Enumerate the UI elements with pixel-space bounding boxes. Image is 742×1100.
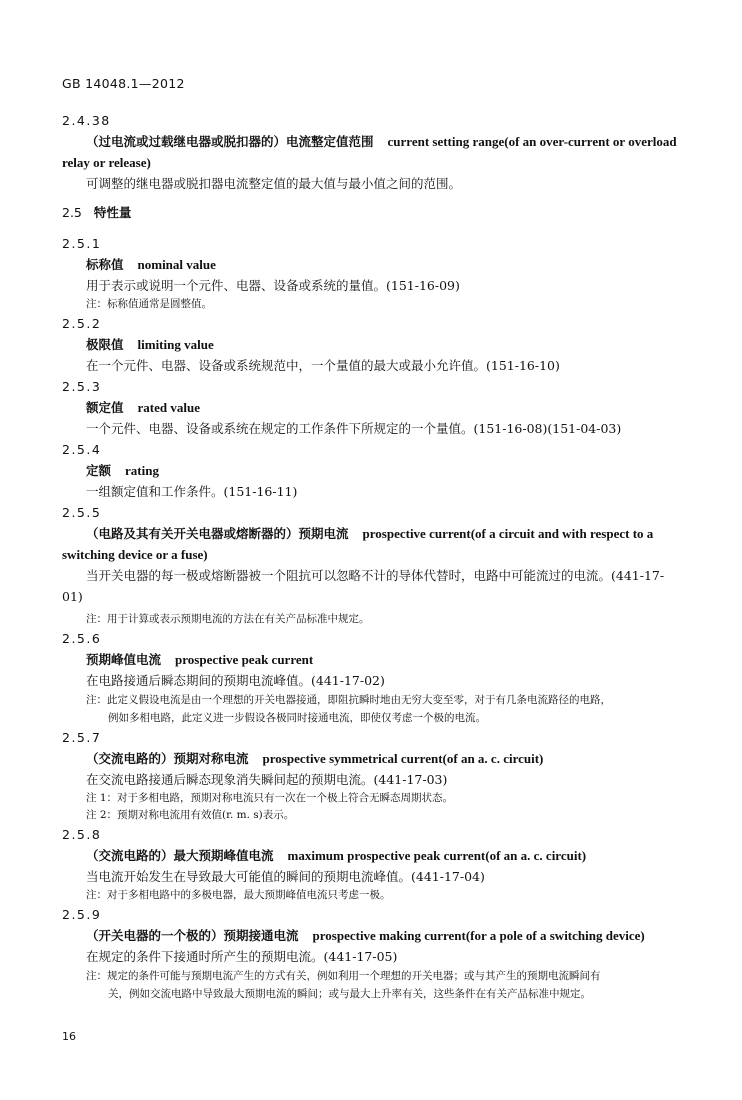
clause-2-5-2: [62, 313, 678, 376]
term-en: prospective peak current: [175, 652, 314, 667]
clause-number: 2.5.3: [62, 379, 102, 394]
term-title: [62, 254, 678, 275]
definition: 当开关电器的每一极或熔断器被一个阻抗可以忽略不计的导体代替时，电路中可能流过的电流。(441-17-01): [62, 568, 665, 604]
term-title: [62, 748, 678, 769]
definition: 在规定的条件下接通时所产生的预期电流。(441-17-05): [86, 949, 398, 964]
term-title: [62, 523, 678, 565]
term-zh: 极限值: [86, 337, 124, 352]
note-line: 注：此定义假设电流是由一个理想的开关电器接通，即阻抗瞬时地由无穷大变至零，对于有几条电流路径的电路，: [86, 694, 611, 706]
term-title: [62, 460, 678, 481]
definition: 在一个元件、电器、设备或系统规范中，一个量值的最大或最小允许值。(151-16-10): [86, 358, 560, 373]
term-en: maximum prospective peak current(of an a. c. circuit): [287, 848, 587, 863]
term-zh: 标称值: [86, 257, 124, 272]
term-en: rating: [125, 463, 159, 478]
definition: 一组额定值和工作条件。(151-16-11): [86, 484, 298, 499]
term-zh: （过电流或过载继电器或脱扣器的）电流整定值范围: [86, 134, 374, 149]
term-en: prospective current(of a circuit and with respect to a switching device or a fuse): [62, 526, 654, 562]
definition: 当电流开始发生在导致最大可能值的瞬间的预期电流峰值。(441-17-04): [86, 869, 485, 884]
term-en: prospective making current(for a pole of a switching device): [312, 928, 645, 943]
clause-2-5-9: [62, 904, 678, 1003]
clause-2-5-6: [62, 628, 678, 727]
term-en: current setting range(of an over-current or overload relay or release): [62, 134, 677, 170]
clause-number: 2.5.7: [62, 730, 102, 745]
term-title: [62, 925, 678, 946]
section-heading: [62, 202, 678, 223]
term-en: prospective symmetrical current(of an a. c. circuit): [262, 751, 544, 766]
term-title: [62, 334, 678, 355]
term-zh: （开关电器的一个极的）预期接通电流: [86, 928, 299, 943]
clause-2-5-4: [62, 439, 678, 502]
note: 注：对于多相电路中的多极电器，最大预期峰值电流只考虑一极。: [86, 889, 391, 901]
clause-number: 2.5.4: [62, 442, 102, 457]
note: 注：标称值通常是圆整值。: [86, 298, 212, 310]
document-body: [62, 110, 678, 1003]
clause-number: 2.5.9: [62, 907, 102, 922]
clause-2-5-3: [62, 376, 678, 439]
note-line: 关，例如交流电路中导致最大预期电流的瞬间；或与最大上升率有关，这些条件在有关产品标准中规定。: [108, 988, 591, 1000]
term-title: [62, 131, 678, 173]
definition: 可调整的继电器或脱扣器电流整定值的最大值与最小值之间的范围。: [86, 176, 462, 191]
note: 注：用于计算或表示预期电流的方法在有关产品标准中规定。: [86, 613, 370, 625]
section-title: 特性量: [93, 205, 132, 220]
term-title: [62, 845, 678, 866]
term-zh: 定额: [86, 463, 112, 478]
term-en: nominal value: [137, 257, 216, 272]
clause-2-5-8: [62, 824, 678, 904]
term-en: limiting value: [137, 337, 214, 352]
note-2: 注 2：预期对称电流用有效值(r. m. s)表示。: [86, 809, 295, 821]
section-number: 2.5: [62, 205, 82, 220]
term-title: [62, 397, 678, 418]
definition: 一个元件、电器、设备或系统在规定的工作条件下所规定的一个量值。(151-16-08)(151-04-03): [86, 421, 622, 436]
term-zh: 预期峰值电流: [86, 652, 162, 667]
clause-number: 2.5.2: [62, 316, 102, 331]
clause-number: 2.5.8: [62, 827, 102, 842]
clause-2-5-1: [62, 233, 678, 313]
term-zh: （交流电路的）最大预期峰值电流: [86, 848, 274, 863]
term-zh: 额定值: [86, 400, 124, 415]
definition: 在交流电路接通后瞬态现象消失瞬间起的预期电流。(441-17-03): [86, 772, 448, 787]
definition: 用于表示或说明一个元件、电器、设备或系统的量值。(151-16-09): [86, 278, 460, 293]
note: [62, 691, 678, 727]
page-number: 16: [62, 1030, 76, 1043]
term-zh: （交流电路的）预期对称电流: [86, 751, 249, 766]
note-line: 注：规定的条件可能与预期电流产生的方式有关，例如利用一个理想的开关电器；或与其产生的预期电流瞬间有: [86, 970, 601, 982]
clause-2-4-38: [62, 110, 678, 194]
standard-header: GB 14048.1—2012: [62, 76, 185, 91]
note: [62, 967, 678, 1003]
note-1: 注 1：对于多相电路，预期对称电流只有一次在一个极上符合无瞬态周期状态。: [86, 792, 454, 804]
term-title: [62, 649, 678, 670]
definition: 在电路接通后瞬态期间的预期电流峰值。(441-17-02): [86, 673, 385, 688]
clause-number: 2.5.1: [62, 236, 102, 251]
clause-number: 2.4.38: [62, 113, 111, 128]
clause-number: 2.5.5: [62, 505, 102, 520]
term-en: rated value: [137, 400, 200, 415]
clause-number: 2.5.6: [62, 631, 102, 646]
clause-2-5-7: [62, 727, 678, 824]
term-zh: （电路及其有关开关电器或熔断器的）预期电流: [86, 526, 349, 541]
clause-2-5-5: [62, 502, 678, 628]
note-line: 例如多相电路，此定义进一步假设各极同时接通电流，即使仅考虑一个极的电流。: [108, 712, 486, 724]
